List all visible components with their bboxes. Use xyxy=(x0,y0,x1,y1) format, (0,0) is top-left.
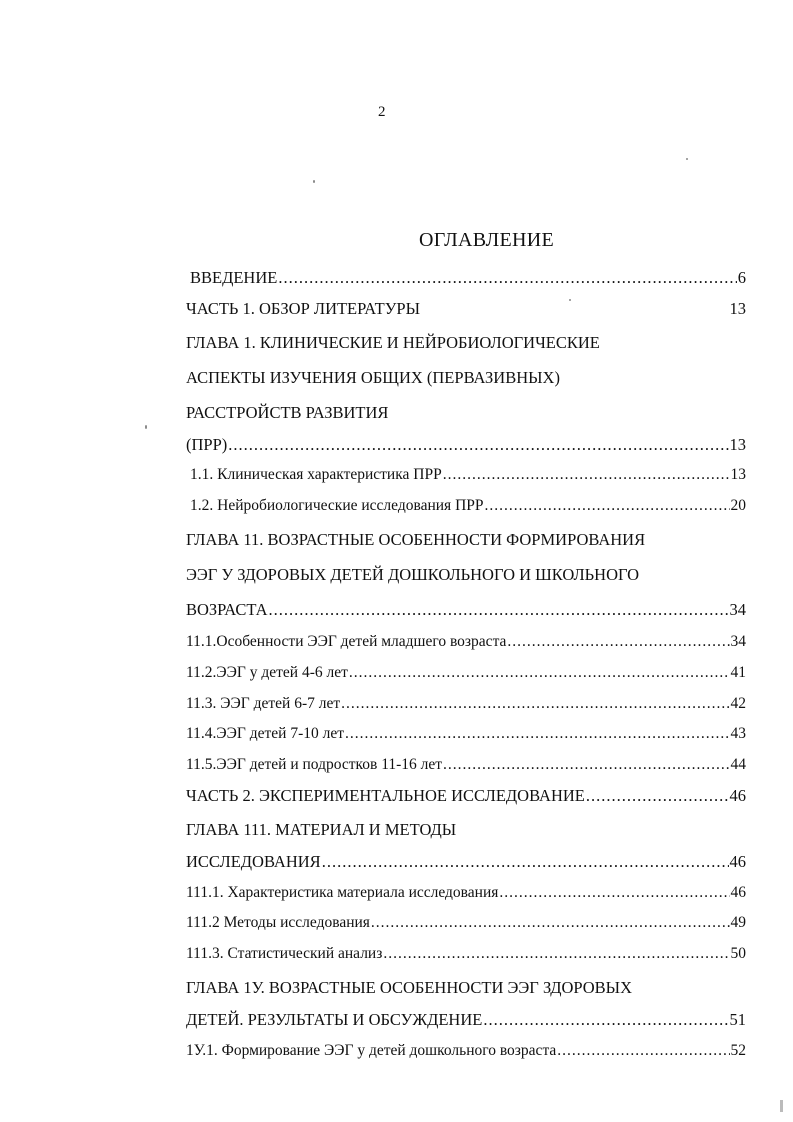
toc-leader-dots xyxy=(269,592,729,627)
toc-entry-text: ИССЛЕДОВАНИЯ xyxy=(186,851,321,871)
toc-entry-text: 11.1.Особенности ЭЭГ детей младшего возраста xyxy=(186,632,507,650)
toc-entry xyxy=(186,395,746,430)
toc-leader-dots xyxy=(507,627,729,658)
toc-entry xyxy=(186,939,746,970)
toc-entry-page: 34 xyxy=(730,632,746,650)
toc-entry-text: 1.1. Клиническая характеристика ПРР xyxy=(190,466,442,484)
toc-leader-dots xyxy=(485,491,730,522)
toc-entry-text: ВВЕДЕНИЕ xyxy=(190,268,278,287)
toc-entry xyxy=(186,812,746,847)
toc-leader-dots xyxy=(443,750,729,781)
toc-entry-text: 1.2. Нейробиологические исследования ПРР xyxy=(190,497,484,515)
toc-leader-dots xyxy=(341,689,729,720)
toc-entry-page: 49 xyxy=(730,914,746,932)
toc-entry xyxy=(186,592,746,627)
toc-entry xyxy=(186,658,746,689)
toc-entry xyxy=(186,491,746,522)
toc-leader-dots xyxy=(278,263,736,294)
toc-entry-page: 13 xyxy=(730,466,746,484)
toc-entry-text: 1У.1. Формирование ЭЭГ у детей дошкольного возраста xyxy=(186,1041,557,1059)
toc-entry xyxy=(186,1036,746,1067)
toc-leader-dots xyxy=(557,1036,729,1067)
toc-entry xyxy=(186,263,746,294)
toc-entry-text: 11.4.ЭЭГ детей 7-10 лет xyxy=(186,725,344,743)
toc-entry-page: 20 xyxy=(730,497,746,515)
toc-entry-text: 111.3. Статистический анализ xyxy=(186,945,383,963)
toc-entry-text: ГЛАВА 111. МАТЕРИАЛ И МЕТОДЫ xyxy=(186,819,457,839)
toc-entry xyxy=(186,627,746,658)
toc-leader-dots xyxy=(483,1005,728,1036)
toc-entry xyxy=(186,970,746,1005)
toc-entry-text: РАССТРОЙСТВ РАЗВИТИЯ xyxy=(186,402,389,422)
toc-entry xyxy=(186,460,746,491)
toc-leader-dots xyxy=(349,658,730,689)
toc-entry xyxy=(186,325,746,360)
toc-entry-page: 51 xyxy=(729,1009,746,1029)
toc-entry-text: АСПЕКТЫ ИЗУЧЕНИЯ ОБЩИХ (ПЕРВАЗИВНЫХ) xyxy=(186,367,560,387)
toc-entry xyxy=(186,430,746,461)
toc-entry xyxy=(186,294,746,325)
toc-entry xyxy=(186,847,746,878)
toc-entry xyxy=(186,781,746,812)
toc-entry-page: 6 xyxy=(737,268,746,287)
toc-leader-dots xyxy=(586,781,729,812)
toc-entry-text: ЧАСТЬ 2. ЭКСПЕРИМЕНТАЛЬНОЕ ИССЛЕДОВАНИЕ xyxy=(186,785,585,805)
toc-entry-page: 42 xyxy=(730,694,746,712)
toc-entry xyxy=(186,360,746,395)
toc-entry-page: 46 xyxy=(729,851,746,871)
toc-title: ОГЛАВЛЕНИЕ xyxy=(419,229,554,251)
toc-entry-text: ГЛАВА 1У. ВОЗРАСТНЫЕ ОСОБЕННОСТИ ЭЭГ ЗДОРОВЫХ xyxy=(186,977,632,997)
toc-entry-text: ГЛАВА 1. КЛИНИЧЕСКИЕ И НЕЙРОБИОЛОГИЧЕСКИЕ xyxy=(186,332,600,352)
toc-entry-page: 46 xyxy=(730,883,746,901)
toc-entry-page: 13 xyxy=(729,298,746,318)
table-of-contents xyxy=(186,263,746,1067)
toc-entry xyxy=(186,878,746,909)
toc-entry-page: 46 xyxy=(729,785,746,805)
toc-entry-page: 43 xyxy=(730,725,746,743)
toc-leader-dots xyxy=(371,908,730,939)
toc-entry-page: 50 xyxy=(730,945,746,963)
toc-entry xyxy=(186,908,746,939)
toc-entry xyxy=(186,719,746,750)
scan-speck xyxy=(780,1100,783,1112)
toc-entry-text: ДЕТЕЙ. РЕЗУЛЬТАТЫ И ОБСУЖДЕНИЕ xyxy=(186,1009,483,1029)
toc-entry-text: 111.2 Методы исследования xyxy=(186,914,370,932)
toc-entry xyxy=(186,522,746,557)
toc-entry-page: 34 xyxy=(729,599,746,619)
toc-leader-dots xyxy=(383,939,729,970)
toc-entry-page: 13 xyxy=(729,434,746,454)
toc-entry xyxy=(186,689,746,720)
toc-leader-dots xyxy=(322,847,729,878)
scan-speck xyxy=(145,425,147,429)
toc-entry-text: 11.2.ЭЭГ у детей 4-6 лет xyxy=(186,663,348,681)
page-number: 2 xyxy=(378,104,386,120)
scan-speck xyxy=(313,180,315,183)
toc-entry-page: 52 xyxy=(730,1041,746,1059)
toc-entry-text: ЭЭГ У ЗДОРОВЫХ ДЕТЕЙ ДОШКОЛЬНОГО И ШКОЛЬНОГО xyxy=(186,564,640,584)
toc-entry-text: (ПРР) xyxy=(186,434,228,454)
scan-speck xyxy=(569,299,571,301)
toc-leader-dots xyxy=(228,430,728,461)
toc-leader-dots xyxy=(499,878,729,909)
toc-entry-text: 111.1. Характеристика материала исследования xyxy=(186,883,499,901)
toc-entry xyxy=(186,750,746,781)
toc-leader-dots xyxy=(345,719,730,750)
toc-leader-dots xyxy=(443,460,730,491)
toc-entry-text: 11.3. ЭЭГ детей 6-7 лет xyxy=(186,694,341,712)
toc-entry-text: ГЛАВА 11. ВОЗРАСТНЫЕ ОСОБЕННОСТИ ФОРМИРОВАНИЯ xyxy=(186,529,646,549)
toc-entry xyxy=(186,557,746,592)
toc-entry xyxy=(186,1005,746,1036)
scan-speck xyxy=(686,158,688,160)
toc-entry-text: ЧАСТЬ 1. ОБЗОР ЛИТЕРАТУРЫ xyxy=(186,298,420,318)
toc-entry-text: ВОЗРАСТА xyxy=(186,599,268,619)
toc-entry-page: 44 xyxy=(730,756,746,774)
toc-entry-text: 11.5.ЭЭГ детей и подростков 11-16 лет xyxy=(186,756,443,774)
toc-entry-page: 41 xyxy=(730,663,746,681)
